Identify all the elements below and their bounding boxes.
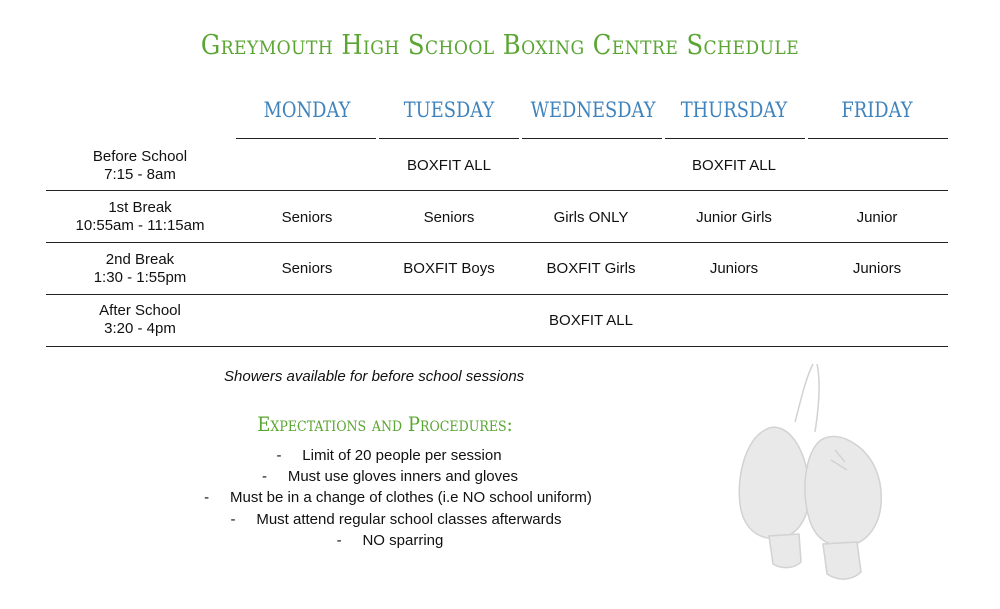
expectation-item: - Limit of 20 people per session xyxy=(276,447,502,464)
row-label-first-break xyxy=(46,199,234,235)
header-underline xyxy=(808,138,948,139)
row-divider xyxy=(46,346,948,347)
session-cell-second-break-wed: BOXFIT Girls xyxy=(546,260,636,277)
row-time-text: 1:30 - 1:55pm xyxy=(93,269,187,286)
session-cell-first-break-mon: Seniors xyxy=(281,209,333,226)
session-cell-first-break-fri: Junior xyxy=(856,209,898,226)
page-title: Greymouth High School Boxing Centre Schedule xyxy=(200,30,800,61)
expectation-item: - Must use gloves inners and gloves xyxy=(262,468,518,485)
header-underline xyxy=(665,138,805,139)
session-cell-second-break-thu: Juniors xyxy=(709,260,759,277)
row-label-text: After School xyxy=(99,302,181,319)
day-header-tuesday: TUESDAY xyxy=(403,98,495,122)
day-header-monday: MONDAY xyxy=(263,98,351,122)
expectation-item: - Must attend regular school classes afterwards xyxy=(230,511,562,528)
session-cell-before-school-boxfit: BOXFIT ALL xyxy=(407,157,491,174)
expectation-item: - Must be in a change of clothes (i.e NO school uniform) xyxy=(204,489,592,506)
row-label-second-break xyxy=(46,251,234,287)
expectation-item: - NO sparring xyxy=(336,532,444,549)
row-label-after-school xyxy=(46,302,234,338)
row-label-text: Before School xyxy=(92,148,188,165)
header-underline xyxy=(379,138,519,139)
session-cell-after-school-boxfit: BOXFIT ALL xyxy=(549,312,633,329)
session-cell-second-break-tue: BOXFIT Boys xyxy=(403,260,495,277)
session-cell-first-break-wed: Girls ONLY xyxy=(553,209,629,226)
day-header-thursday: THURSDAY xyxy=(680,98,788,122)
session-cell-first-break-thu: Junior Girls xyxy=(696,209,772,226)
row-time-text: 3:20 - 4pm xyxy=(104,320,176,337)
expectations-heading: Expectations and Procedures: xyxy=(257,412,513,436)
showers-note: Showers available for before school sessions xyxy=(224,368,525,385)
session-cell-before-school-boxfit: BOXFIT ALL xyxy=(692,157,776,174)
day-header-wednesday: WEDNESDAY xyxy=(530,98,656,122)
session-cell-second-break-mon: Seniors xyxy=(281,260,333,277)
session-cell-second-break-fri: Juniors xyxy=(852,260,902,277)
row-label-text: 1st Break xyxy=(108,199,172,216)
row-divider xyxy=(46,294,948,295)
row-label-before-school xyxy=(46,148,234,184)
row-divider xyxy=(46,190,948,191)
day-header-friday: FRIDAY xyxy=(841,98,913,122)
session-cell-first-break-tue: Seniors xyxy=(423,209,475,226)
boxing-gloves-icon xyxy=(735,360,895,585)
row-divider xyxy=(46,242,948,243)
header-underline xyxy=(236,138,376,139)
row-label-text: 2nd Break xyxy=(105,251,175,268)
row-time-text: 10:55am - 11:15am xyxy=(75,217,205,234)
row-time-text: 7:15 - 8am xyxy=(104,166,176,183)
header-underline xyxy=(522,138,662,139)
